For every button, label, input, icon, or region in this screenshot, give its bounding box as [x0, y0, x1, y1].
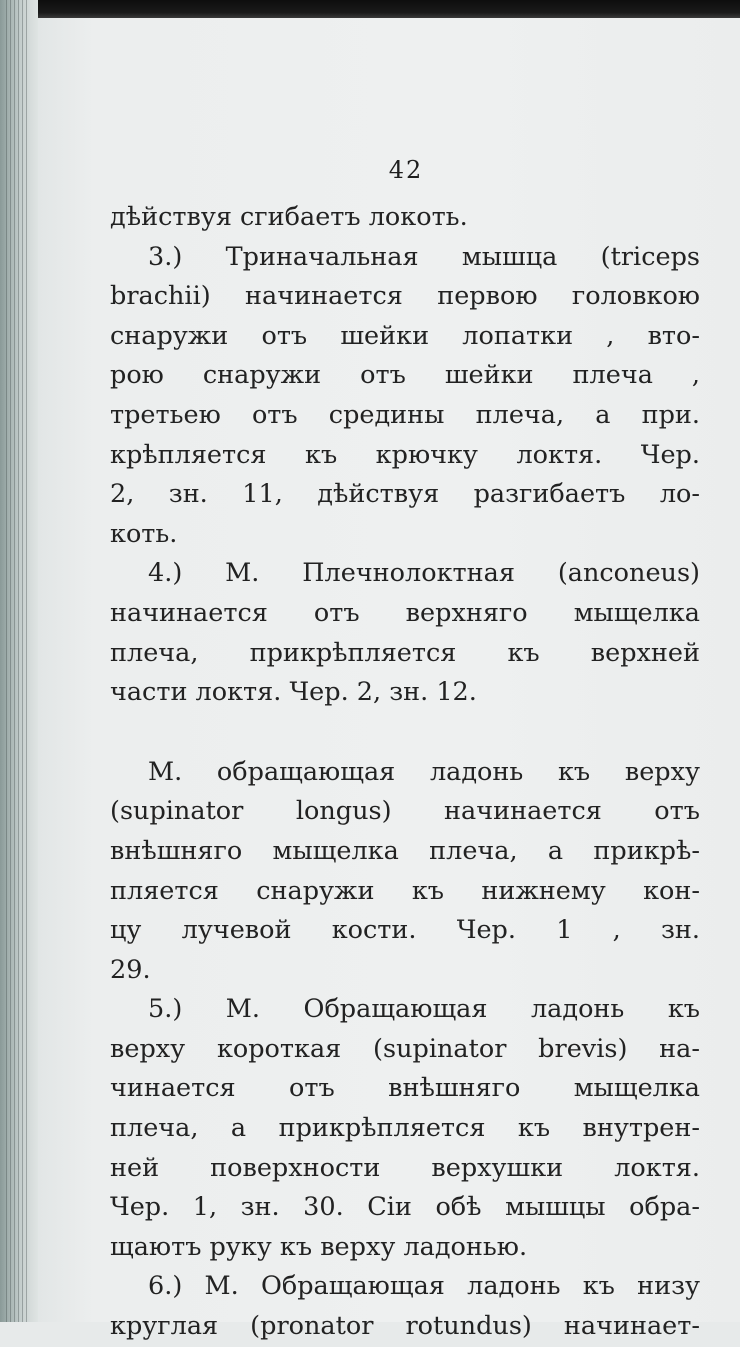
paragraph-gap [110, 713, 700, 753]
text-line: плеча, а прикрѣпляется къ внутрен- [110, 1113, 700, 1144]
text-line: крѣпляется къ крючку локтя. Чер. [110, 439, 700, 470]
paragraph [110, 554, 700, 712]
text-line: щаютъ руку къ верху ладонью. [110, 1231, 528, 1262]
text-line: части локтя. Чер. 2, зн. 12. [110, 677, 477, 708]
text-line: третьею отъ средины плеча, а при. [110, 399, 700, 430]
text-line: рою снаружи отъ шейки плеча , [110, 360, 700, 391]
page-text [110, 198, 700, 1347]
paragraph [110, 198, 700, 238]
text-line: дѣйствуя сгибаетъ локоть. [110, 202, 468, 232]
text-line: Чер. 1, зн. 30. Сіи обѣ мышцы обра- [110, 1192, 700, 1223]
text-line: снаружи отъ шейки лопатки , вто- [110, 320, 700, 351]
book-spine [0, 0, 38, 1322]
text-line: М. обращающая ладонь къ верху [148, 756, 700, 787]
text-line: пляется снаружи къ нижнему кон- [110, 875, 700, 906]
text-line: 5.) М. Обращающая ладонь къ [148, 994, 700, 1025]
spine-page-edges [6, 0, 28, 1322]
paragraph [110, 753, 700, 991]
paragraph [110, 1267, 700, 1346]
text-line: чинается отъ внѣшняго мыщелка [110, 1073, 700, 1104]
text-line: коть. [110, 518, 178, 549]
text-line: brachii) начинается первою головкою [110, 281, 700, 312]
text-line: цу лучевой кости. Чер. 1 , зн. [110, 915, 700, 946]
text-line: ней поверхности верхушки локтя. [110, 1152, 700, 1183]
text-line: 4.) М. Плечнолоктная (anconeus) [148, 558, 700, 589]
text-line: плеча, прикрѣпляется къ верхней [110, 637, 700, 668]
text-line: 6.) М. Обращающая ладонь къ низу [148, 1271, 700, 1302]
text-line: круглая (pronator rotundus) начинает- [110, 1311, 700, 1342]
text-line: 2, зн. 11, дѣйствуя разгибаетъ ло- [110, 479, 700, 510]
text-line: 29. [110, 954, 151, 985]
paragraph [110, 238, 700, 555]
text-line: начинается отъ верхняго мыщелка [110, 597, 700, 628]
text-line: внѣшняго мыщелка плеча, а прикрѣ- [110, 835, 700, 866]
text-line: верху короткая (supinator brevis) на- [110, 1033, 700, 1064]
paragraph [110, 990, 700, 1267]
page-number: 42 [388, 156, 424, 184]
text-line: 3.) Триначальная мышца (triceps [148, 241, 700, 272]
text-line: (supinator longus) начинается отъ [110, 796, 700, 827]
scan-top-edge [0, 0, 740, 18]
